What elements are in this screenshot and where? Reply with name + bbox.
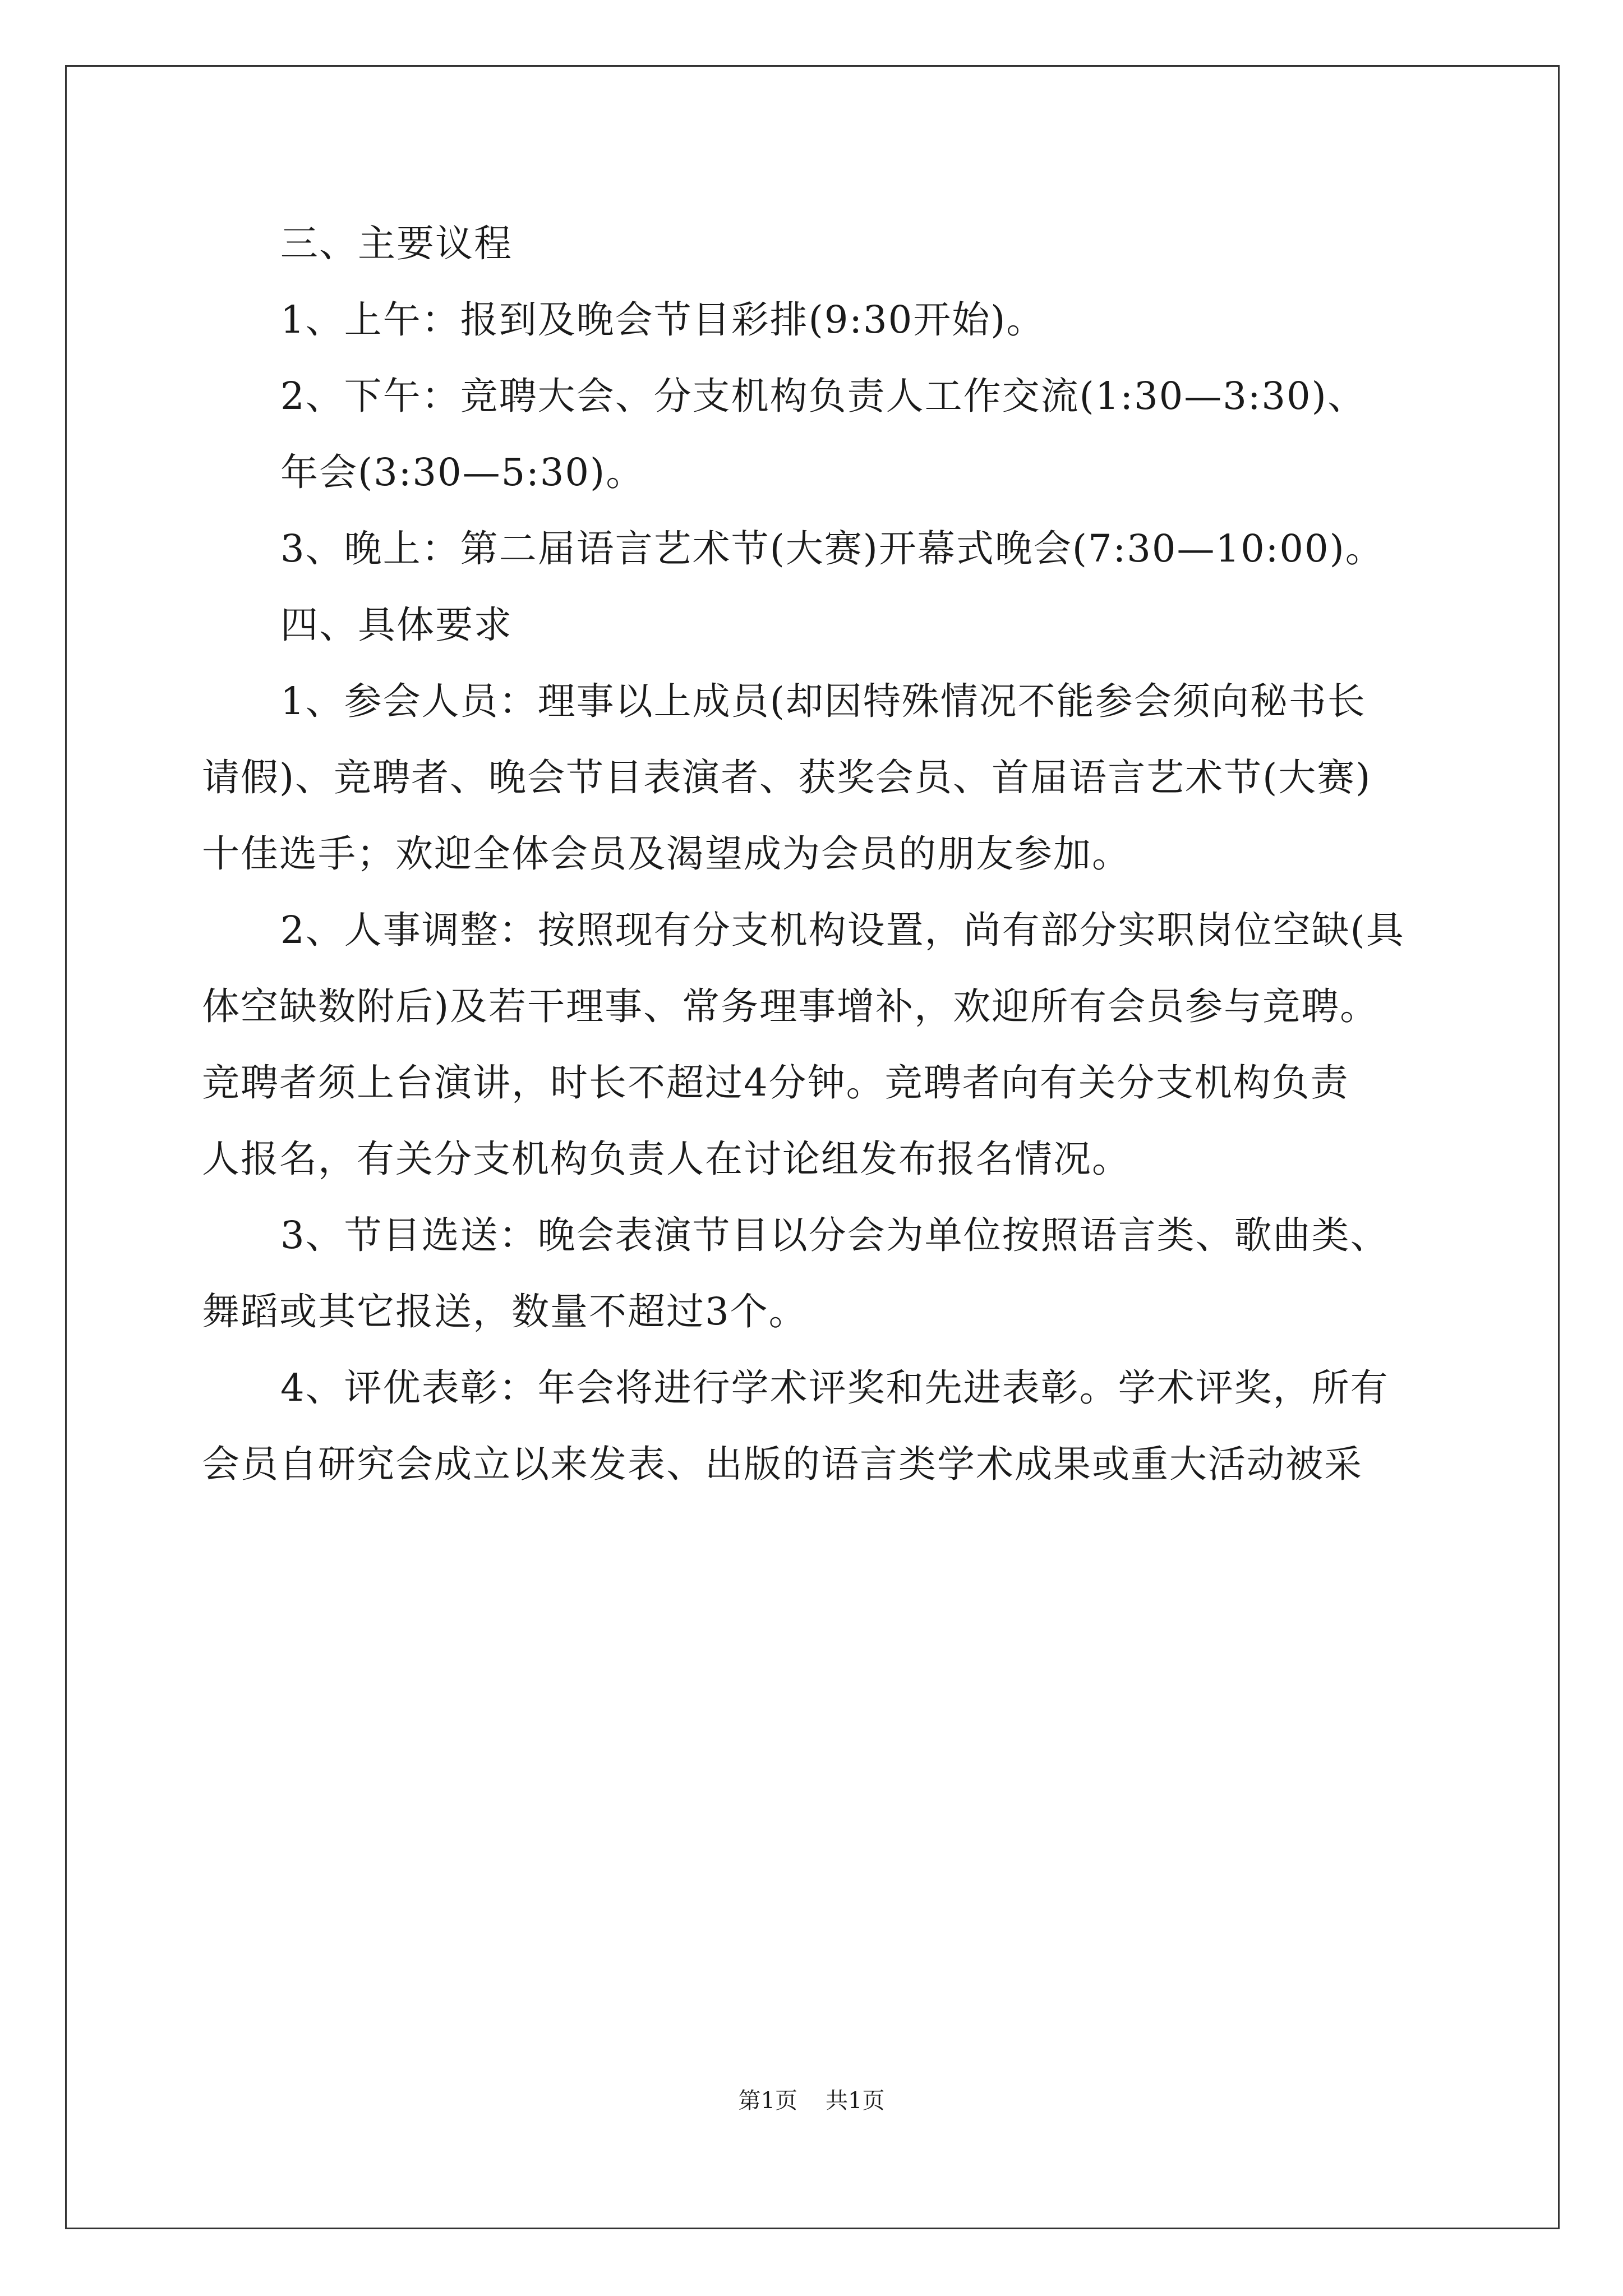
- section-heading: 四、具体要求: [280, 603, 513, 647]
- page-number: 第1页: [738, 2088, 797, 2114]
- document-body: [202, 205, 1436, 1502]
- paragraph-line: 年会(3:30—5:30)。: [280, 450, 645, 494]
- paragraph-line: 4、评优表彰：年会将进行学术评奖和先进表彰。学术评奖，所有: [280, 1366, 1389, 1410]
- section-heading: 三、主要议程: [280, 222, 513, 265]
- paragraph-line: 请假)、竞聘者、晚会节目表演者、获奖会员、首届语言艺术节(大赛): [202, 756, 1372, 799]
- paragraph-line: 舞蹈或其它报送，数量不超过3个。: [202, 1290, 808, 1333]
- paragraph-line: 体空缺数附后)及若干理事、常务理事增补，欢迎所有会员参与竞聘。: [202, 984, 1379, 1028]
- paragraph-line: 1、上午：报到及晚会节目彩排(9:30开始)。: [280, 298, 1045, 342]
- page-total: 共1页: [826, 2088, 885, 2114]
- paragraph-line: 2、下午：竞聘大会、分支机构负责人工作交流(1:30—3:30)、: [280, 374, 1366, 418]
- paragraph-line: 会员自研究会成立以来发表、出版的语言类学术成果或重大活动被采: [202, 1442, 1363, 1486]
- paragraph-line: 人报名，有关分支机构负责人在讨论组发布报名情况。: [202, 1137, 1131, 1181]
- paragraph-line: 1、参会人员：理事以上成员(却因特殊情况不能参会须向秘书长: [280, 679, 1366, 723]
- paragraph-line: 2、人事调整：按照现有分支机构设置，尚有部分实职岗位空缺(具: [280, 908, 1405, 952]
- paragraph-line: 十佳选手；欢迎全体会员及渴望成为会员的朋友参加。: [202, 832, 1131, 876]
- page-footer: [0, 2087, 1623, 2115]
- paragraph-line: 竞聘者须上台演讲，时长不超过4分钟。竞聘者向有关分支机构负责: [202, 1061, 1349, 1105]
- paragraph-line: 3、晚上：第二届语言艺术节(大赛)开幕式晚会(7:30—10:00)。: [280, 527, 1384, 570]
- paragraph-line: 3、节目选送：晚会表演节目以分会为单位按照语言类、歌曲类、: [280, 1213, 1389, 1257]
